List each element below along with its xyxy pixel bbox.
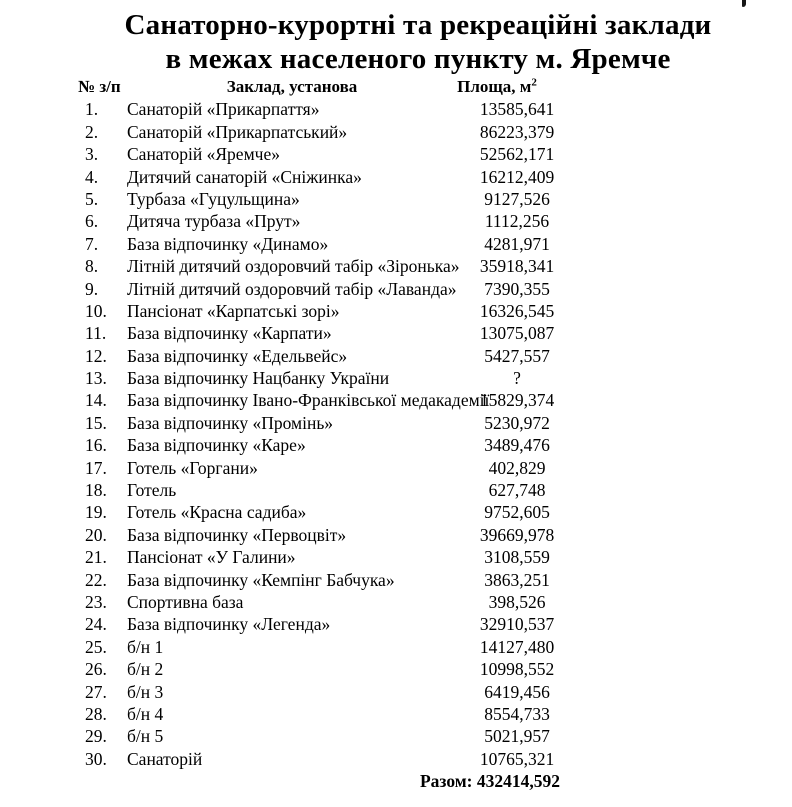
page-title-line2: в межах населеного пункту м. Яремче	[165, 43, 671, 75]
row-number: 1.	[85, 99, 99, 120]
table-row	[0, 434, 792, 456]
area-value: 86223,379	[479, 121, 555, 142]
table-body	[0, 98, 792, 770]
table-row	[0, 166, 792, 188]
facility-name: Дитяча турбаза «Прут»	[127, 211, 301, 232]
facility-name: База відпочинку «Динамо»	[127, 233, 329, 254]
facility-name: Спортивна база	[127, 591, 244, 612]
row-number: 22.	[85, 569, 107, 590]
table-row	[0, 143, 792, 165]
page-title	[44, 0, 792, 76]
left-margin	[0, 636, 85, 658]
area-value: 627,748	[488, 480, 546, 501]
facility-name: База відпочинку «Кемпінг Бабчука»	[127, 569, 395, 590]
left-margin	[0, 703, 85, 725]
row-number: 26.	[85, 659, 107, 680]
row-number: 20.	[85, 524, 107, 545]
table-row	[0, 278, 792, 300]
area-value: 7390,355	[484, 278, 550, 299]
row-number: 24.	[85, 614, 107, 635]
row-number: 18.	[85, 480, 107, 501]
row-number: 8.	[85, 256, 99, 277]
left-margin	[0, 501, 85, 523]
table-row	[0, 210, 792, 232]
area-value: 6419,456	[484, 681, 550, 702]
table-row	[0, 479, 792, 501]
column-header-number: № з/п	[78, 77, 121, 96]
left-margin	[0, 613, 85, 635]
area-value: 5427,557	[484, 345, 550, 366]
left-margin	[0, 300, 85, 322]
left-margin	[0, 367, 85, 389]
facility-name: б/н 5	[127, 726, 164, 747]
left-margin	[0, 166, 85, 188]
left-margin	[0, 188, 85, 210]
table-row	[0, 121, 792, 143]
row-number: 12.	[85, 345, 107, 366]
area-value: 3108,559	[484, 547, 550, 568]
facility-name: Готель «Красна садиба»	[127, 502, 307, 523]
table-row	[0, 322, 792, 344]
area-value: 8554,733	[484, 703, 550, 724]
left-margin	[0, 255, 85, 277]
table-row	[0, 703, 792, 725]
facility-name: б/н 4	[127, 703, 164, 724]
row-number: 27.	[85, 681, 107, 702]
row-number: 7.	[85, 233, 99, 254]
row-number: 10.	[85, 300, 107, 321]
table-row	[0, 681, 792, 703]
facility-name: Літній дитячий оздоровчий табір «Лаванда»	[127, 278, 457, 299]
table-row	[0, 748, 792, 770]
facility-name: База відпочинку «Едельвейс»	[127, 345, 348, 366]
facility-name: База відпочинку «Каре»	[127, 435, 306, 456]
facilities-table	[0, 76, 792, 793]
row-number: 25.	[85, 636, 107, 657]
facility-name: б/н 3	[127, 681, 164, 702]
facility-name: База відпочинку «Карпати»	[127, 323, 332, 344]
area-value: ?	[513, 368, 521, 389]
area-value: 52562,171	[479, 144, 555, 165]
left-margin	[0, 389, 85, 411]
table-row	[0, 367, 792, 389]
left-margin	[0, 121, 85, 143]
row-number: 4.	[85, 166, 99, 187]
area-value: 402,829	[488, 457, 546, 478]
row-number: 29.	[85, 726, 107, 747]
facility-name: Санаторій «Яремче»	[127, 144, 280, 165]
left-margin	[0, 748, 85, 770]
left-margin	[0, 98, 85, 120]
left-margin	[0, 278, 85, 300]
table-row	[0, 457, 792, 479]
table-row	[0, 233, 792, 255]
area-unit-superscript: 2	[531, 76, 537, 89]
column-header-area-text: Площа, м	[457, 77, 532, 96]
table-header-row	[0, 76, 792, 98]
table-row	[0, 613, 792, 635]
facility-name: Пансіонат «Карпатські зорі»	[127, 300, 340, 321]
area-value: 15829,374	[479, 390, 555, 411]
table-row	[0, 636, 792, 658]
row-number: 5.	[85, 188, 99, 209]
facility-name: б/н 2	[127, 659, 164, 680]
row-number: 9.	[85, 278, 99, 299]
area-value: 13585,641	[479, 99, 555, 120]
table-row	[0, 524, 792, 546]
facility-name: Санаторій «Прикарпаття»	[127, 99, 320, 120]
row-number: 13.	[85, 368, 107, 389]
table-row	[0, 658, 792, 680]
total-value: 432414,592	[476, 771, 561, 792]
left-margin	[0, 76, 78, 98]
facility-name: Готель «Горгани»	[127, 457, 258, 478]
table-row	[0, 98, 792, 120]
column-header-facility: Заклад, установа	[226, 77, 358, 96]
facility-name: База відпочинку Івано-Франківської медакадемії	[127, 390, 490, 411]
area-value: 14127,480	[479, 636, 555, 657]
row-number: 11.	[85, 323, 107, 344]
area-value: 5230,972	[484, 412, 550, 433]
total-label: Разом:	[419, 771, 473, 792]
area-value: 4281,971	[484, 233, 550, 254]
table-row	[0, 412, 792, 434]
row-number: 6.	[85, 211, 99, 232]
row-number: 19.	[85, 502, 107, 523]
row-number: 21.	[85, 547, 107, 568]
left-margin	[0, 412, 85, 434]
area-value: 16212,409	[479, 166, 555, 187]
table-row	[0, 546, 792, 568]
facility-name: Пансіонат «У Галини»	[127, 547, 296, 568]
left-margin	[0, 524, 85, 546]
row-number: 23.	[85, 591, 107, 612]
left-margin	[0, 479, 85, 501]
row-number: 3.	[85, 144, 99, 165]
left-margin	[0, 569, 85, 591]
table-row	[0, 345, 792, 367]
left-margin	[0, 681, 85, 703]
table-row	[0, 569, 792, 591]
facility-name: Санаторій	[127, 748, 203, 769]
facility-name: База відпочинку Нацбанку України	[127, 368, 390, 389]
table-row	[0, 255, 792, 277]
area-value: 16326,545	[479, 300, 555, 321]
area-value: 9752,605	[484, 502, 550, 523]
area-value: 13075,087	[479, 323, 555, 344]
area-value: 3489,476	[484, 435, 550, 456]
row-number: 16.	[85, 435, 107, 456]
facility-name: Санаторій «Прикарпатський»	[127, 121, 348, 142]
area-value: 5021,957	[484, 726, 550, 747]
row-number: 28.	[85, 703, 107, 724]
area-value: 10765,321	[479, 748, 555, 769]
left-margin	[0, 210, 85, 232]
column-header-area	[457, 76, 577, 98]
row-number: 14.	[85, 390, 107, 411]
row-number: 2.	[85, 121, 99, 142]
total-row	[380, 770, 600, 792]
area-value: 39669,978	[479, 524, 555, 545]
left-margin	[0, 658, 85, 680]
area-value: 9127,526	[484, 188, 550, 209]
left-margin	[0, 143, 85, 165]
table-row	[0, 725, 792, 747]
left-margin	[0, 434, 85, 456]
area-value: 1112,256	[484, 211, 550, 232]
left-margin	[0, 457, 85, 479]
facility-name: Літній дитячий оздоровчий табір «Зіронька»	[127, 256, 460, 277]
row-number: 15.	[85, 412, 107, 433]
area-value: 398,526	[488, 591, 546, 612]
area-value: 10998,552	[479, 659, 555, 680]
facility-name: База відпочинку «Первоцвіт»	[127, 524, 347, 545]
row-number: 17.	[85, 457, 107, 478]
facility-name: Турбаза «Гуцульщина»	[127, 188, 300, 209]
area-value: 35918,341	[479, 256, 555, 277]
table-row	[0, 389, 792, 411]
table-row	[0, 300, 792, 322]
area-value: 3863,251	[484, 569, 550, 590]
table-row	[0, 591, 792, 613]
left-margin	[0, 546, 85, 568]
table-row	[0, 188, 792, 210]
left-margin	[0, 725, 85, 747]
area-value: 32910,537	[479, 614, 555, 635]
facility-name: б/н 1	[127, 636, 164, 657]
left-margin	[0, 345, 85, 367]
table-row	[0, 501, 792, 523]
page-title-line1: Санаторно-курортні та рекреаційні заклади	[124, 9, 712, 41]
facility-name: Дитячий санаторій «Сніжинка»	[127, 166, 362, 187]
facility-name: Готель	[127, 480, 177, 501]
left-margin	[0, 233, 85, 255]
left-margin	[0, 591, 85, 613]
facility-name: База відпочинку «Промінь»	[127, 412, 334, 433]
facility-name: База відпочинку «Легенда»	[127, 614, 331, 635]
row-number: 30.	[85, 748, 107, 769]
left-margin	[0, 322, 85, 344]
